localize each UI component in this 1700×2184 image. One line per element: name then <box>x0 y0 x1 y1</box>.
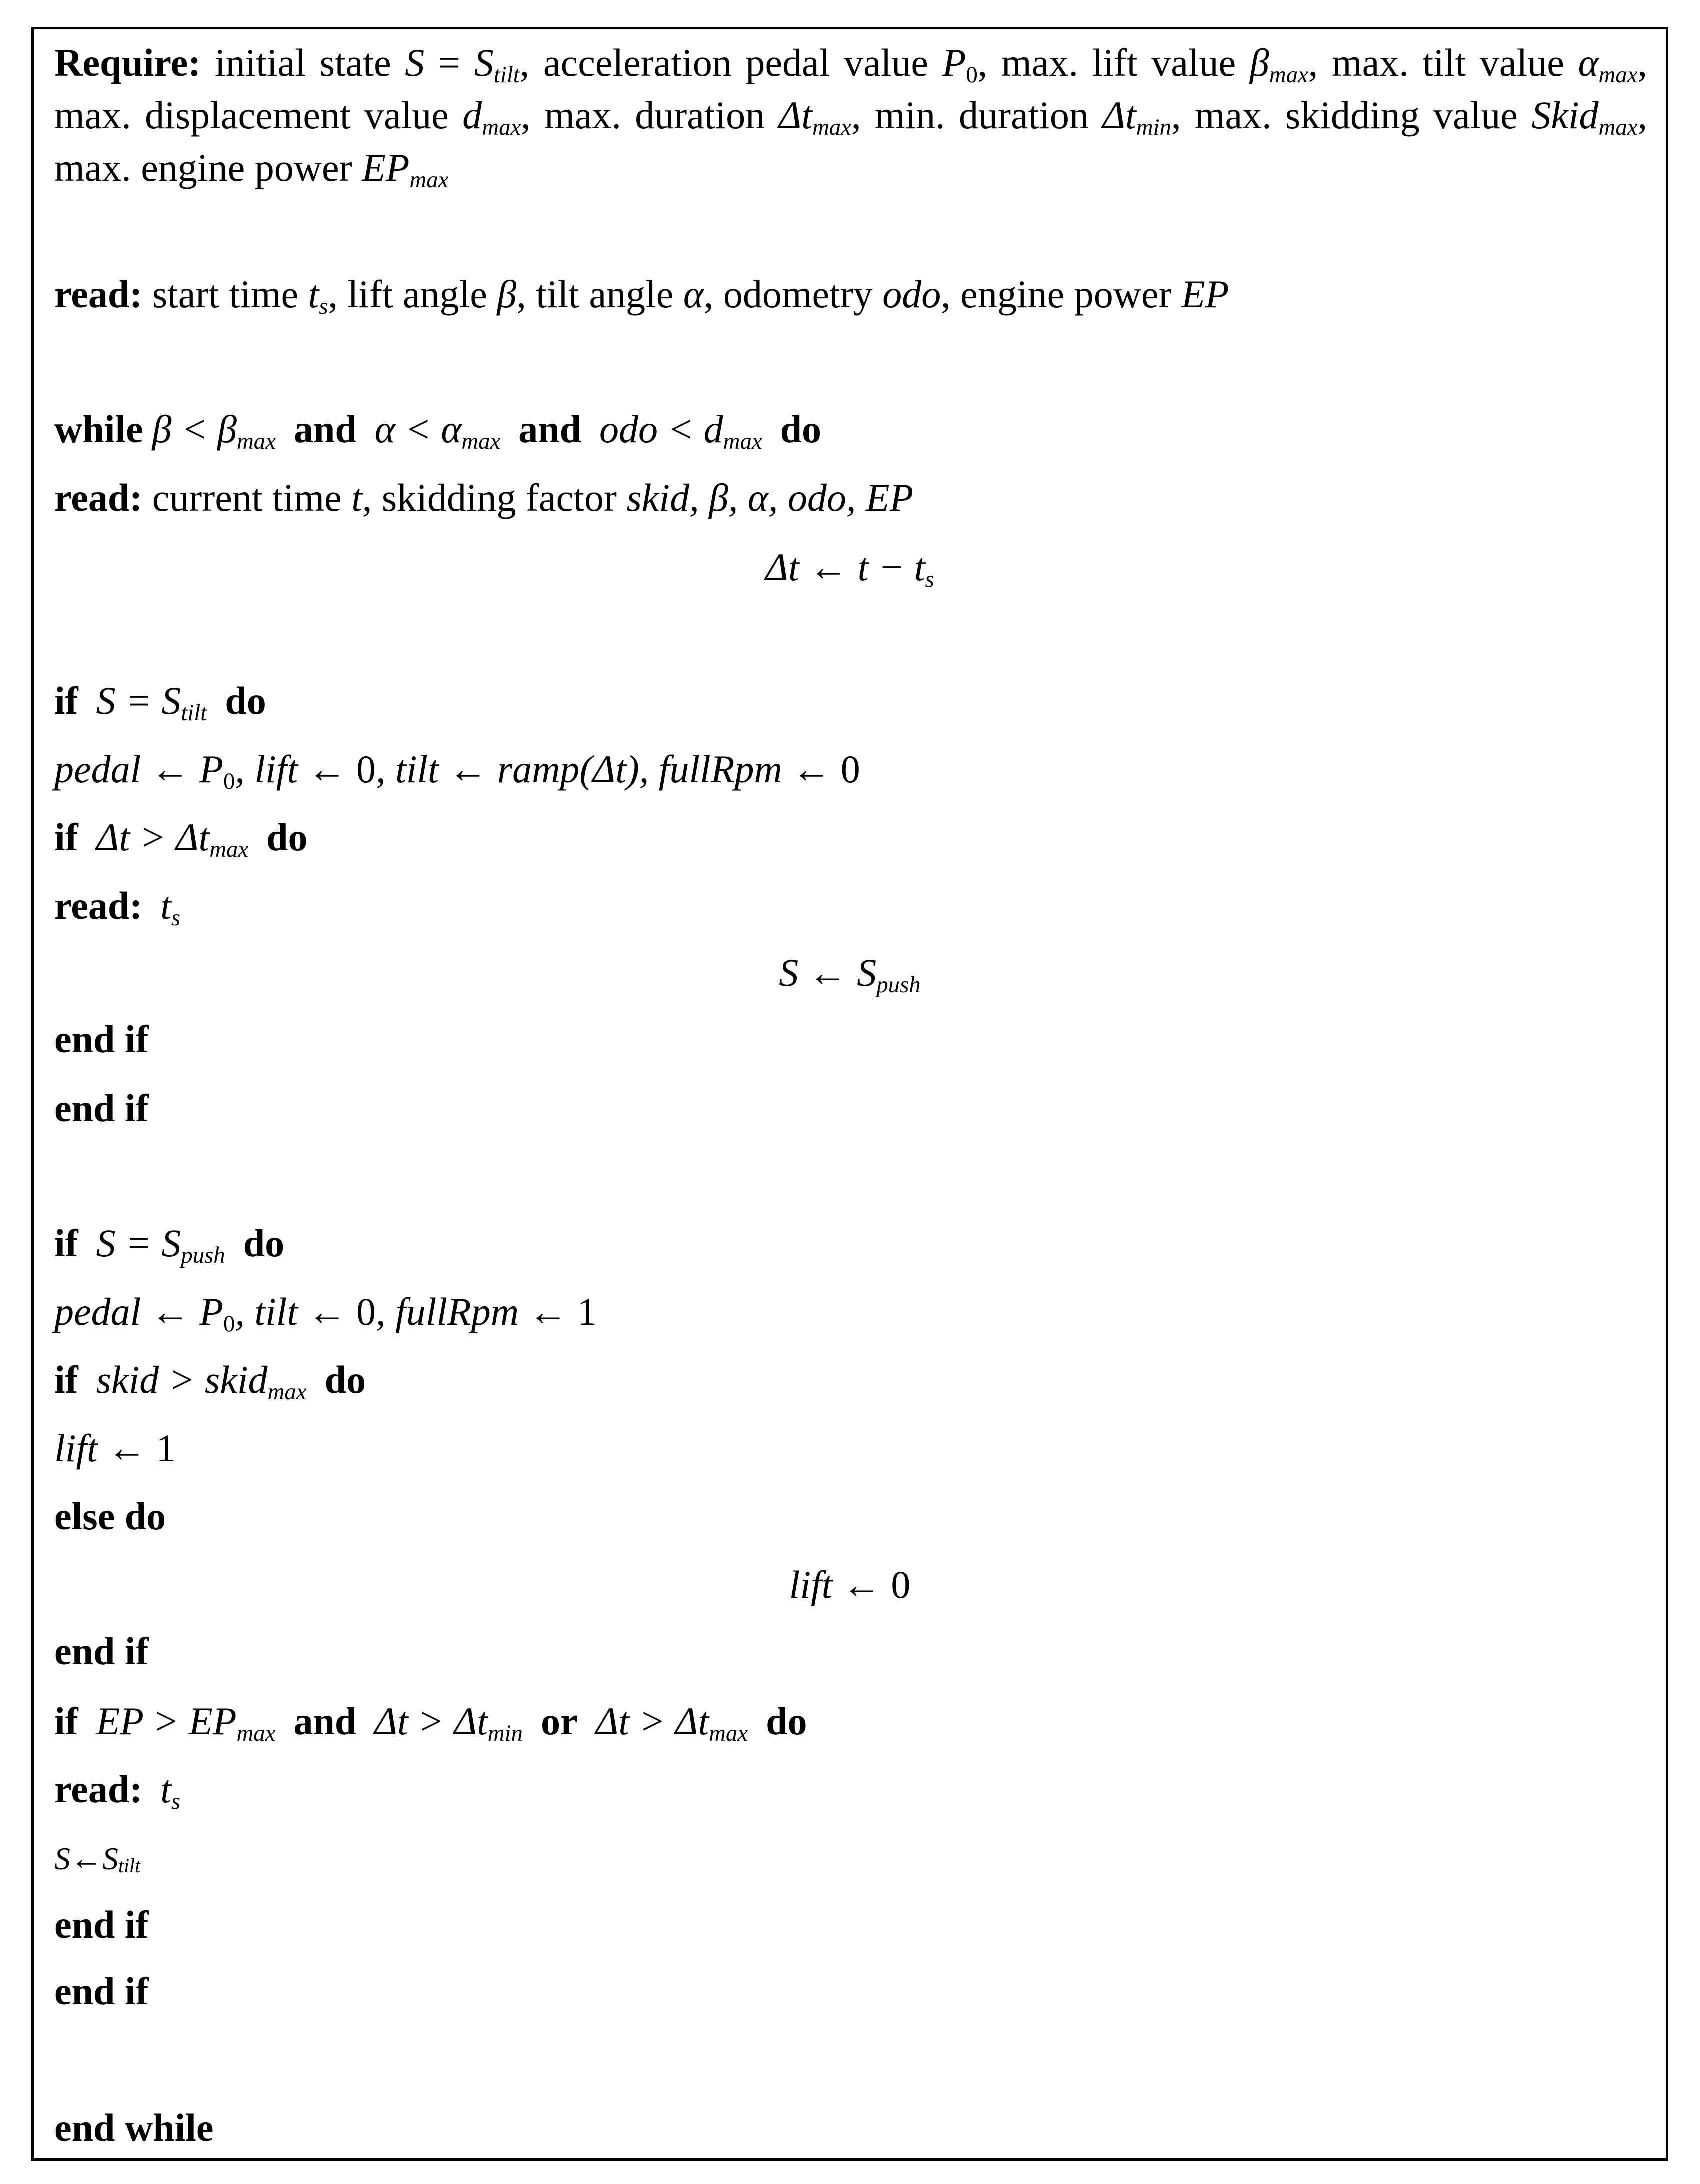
if-duration-exceeded: if $\Delta t > \Delta t_{max}$ do <box>54 815 308 863</box>
end-if: end if <box>54 1903 149 1946</box>
lift-on-assignment: lift ← 1 <box>54 1426 176 1470</box>
tilt-state-actions: pedal ← $P_0$, lift ← 0, tilt ← ramp(Δt), fullRpm ← 0 <box>54 747 860 795</box>
end-if: end if <box>54 1629 149 1673</box>
read-initial-inputs: read: start time $t_s$, lift angle β, tilt angle α, odometry odo, engine power EP <box>54 272 1229 320</box>
require-keyword: Require: <box>54 41 201 84</box>
assign-push-state: S ← $S_{push}$ <box>779 951 921 998</box>
assign-tilt-state: $S\leftarrow S_{tilt}$ <box>54 1841 141 1877</box>
read-current-inputs: read: current time t, skidding factor skid, β, α, odo, EP <box>54 476 914 519</box>
if-skid-exceeded: if skid > skid$_{max}$ do <box>54 1358 366 1405</box>
end-if: end if <box>54 1017 149 1061</box>
if-state-push: if $S = S_{push}$ do <box>54 1221 285 1269</box>
delta-time-assignment: Δt ← $t - t_s$ <box>765 545 934 593</box>
if-engine-power-exceeded: if EP > $EP_{max}$ and $\Delta t > \Delta t_{min}$ or $\Delta t > \Delta t_{max}$ do <box>54 1699 807 1747</box>
if-state-tilt: if $S = S_{tilt}$ do <box>54 679 266 726</box>
end-while: end while <box>54 2106 214 2149</box>
algorithm-box <box>31 27 1668 2161</box>
push-state-actions: pedal ← $P_0$, tilt ← 0, fullRpm ← 1 <box>54 1290 597 1337</box>
end-if: end if <box>54 1086 149 1130</box>
read-start-time: read: $t_s$ <box>54 1767 181 1815</box>
require-statement: Require: initial state $S = S_{tilt}$, acceleration pedal value $P_0$, max. lift value $\beta_{max}$, max. tilt value $\alpha_{max}$, max. displacement value $d_{max}$, max. duration $\Delta t_{max}$, min. duration $\Delta t_{min}$, max. skidding value Skid$_{max}$, max. engine power $EP_{max}$ <box>54 41 1647 193</box>
end-if: end if <box>54 1969 149 2013</box>
lift-off-assignment: lift ← 0 <box>789 1563 911 1606</box>
while-loop-header: while $\beta < \beta_{max}$ and $\alpha < \alpha_{max}$ and odo < $d_{max}$ do <box>54 407 822 455</box>
else-do: else do <box>54 1494 166 1538</box>
read-start-time: read: $t_s$ <box>54 884 181 931</box>
